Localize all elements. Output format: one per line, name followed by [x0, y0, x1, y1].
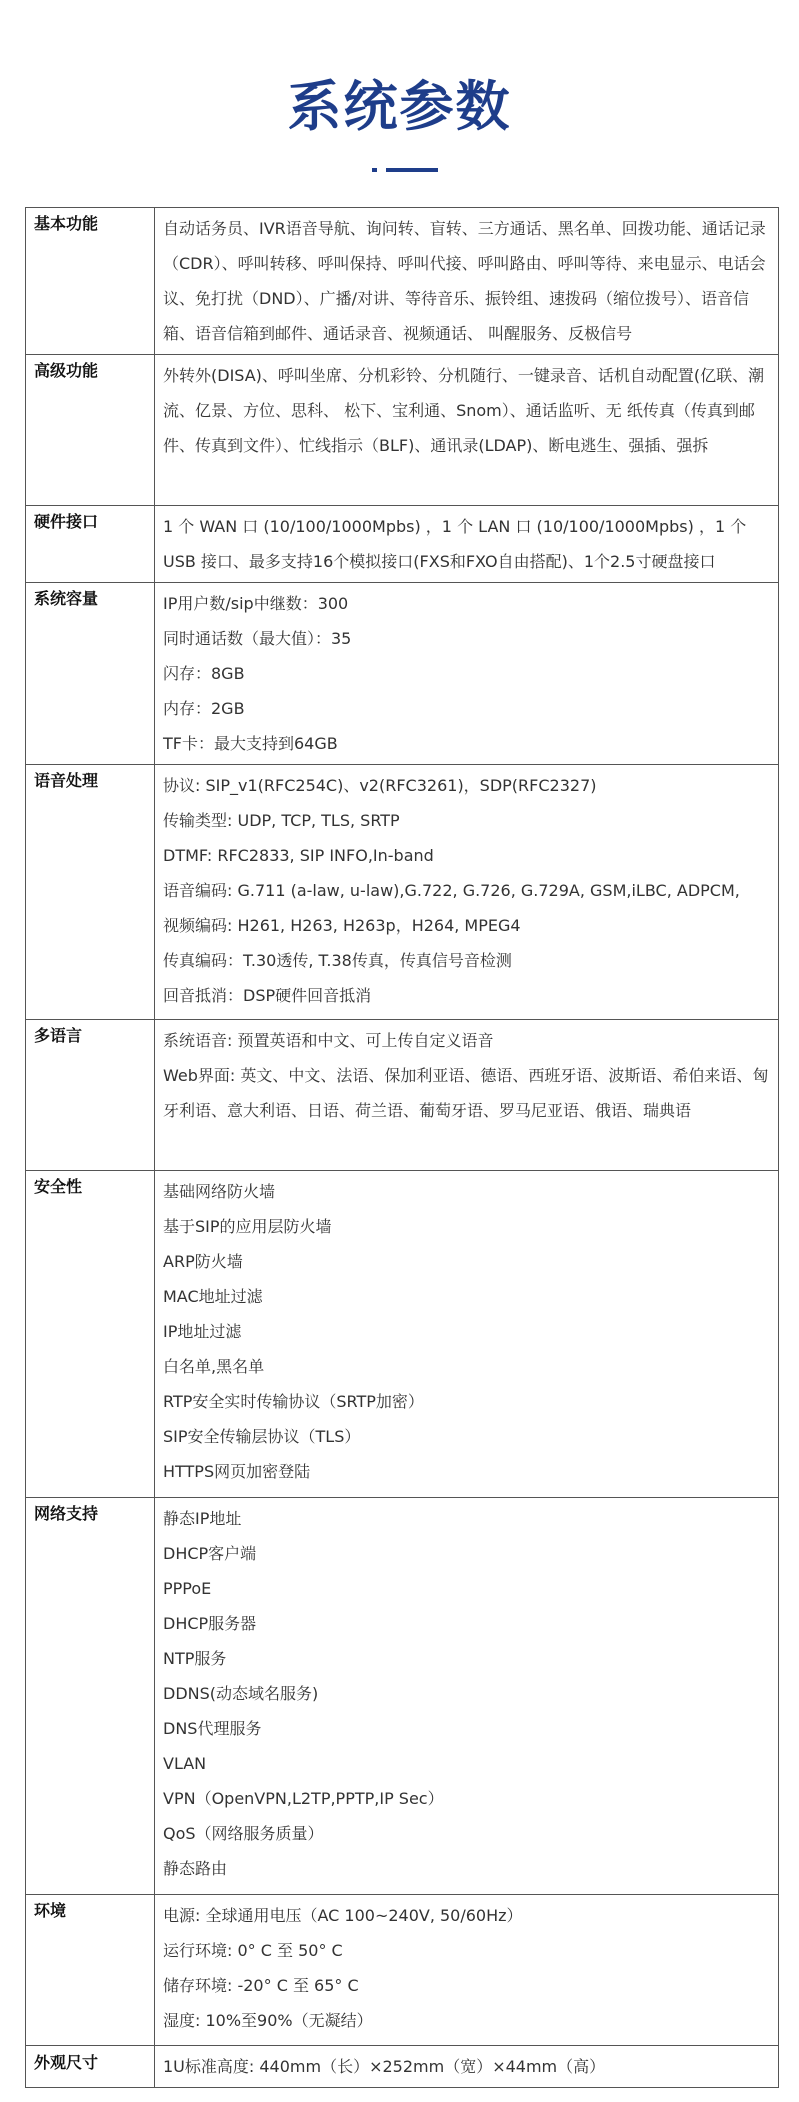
value-line: 湿度: 10%至90%（无凝结） — [163, 2011, 373, 2030]
value-line: HTTPS网页加密登陆 — [163, 1462, 311, 1481]
value-line: 基于SIP的应用层防火墙 — [163, 1217, 332, 1236]
value-paragraph: 外转外(DISA)、呼叫坐席、分机彩铃、分机随行、一键录音、话机自动配置(亿联、潮流、亿景、方位、思科、 松下、宝利通、Snom）、通话监听、无 纸传真（传真到邮件、传真到文件）、忙线指示（BLF)、通讯录(LDAP)、断电逃生、强插、强拆 — [163, 366, 765, 455]
row-value — [155, 355, 779, 506]
value-line: VLAN — [163, 1754, 207, 1773]
value-paragraph: 1 个 WAN 口 (10/100/1000Mpbs) ，1 个 LAN 口 (10/100/1000Mpbs) ，1 个 USB 接口、最多支持16个模拟接口(FXS和FXO自由搭配)、1个2.5寸硬盘接口 — [163, 517, 747, 571]
value-line: 传输类型: UDP, TCP, TLS, SRTP — [163, 811, 400, 830]
table-row-advanced-functions — [26, 355, 779, 506]
spec-table — [25, 207, 779, 2088]
value-line: IP地址过滤 — [163, 1322, 242, 1341]
value-line: TF卡：最大支持到64GB — [163, 734, 338, 753]
value-line: RTP安全实时传输协议（SRTP加密） — [163, 1392, 424, 1411]
table-row-basic-functions — [26, 208, 779, 355]
row-label: 环境 — [26, 1895, 155, 2046]
row-label: 多语言 — [26, 1020, 155, 1171]
table-row-hardware-interfaces — [26, 506, 779, 583]
row-label: 安全性 — [26, 1171, 155, 1498]
table-row-security — [26, 1171, 779, 1498]
row-label: 高级功能 — [26, 355, 155, 506]
row-value — [155, 1895, 779, 2046]
value-line: 同时通话数（最大值）：35 — [163, 629, 352, 648]
row-value — [155, 1020, 779, 1171]
row-label: 硬件接口 — [26, 506, 155, 583]
value-line: NTP服务 — [163, 1649, 227, 1668]
value-line: 语音编码: G.711 (a-law, u-law),G.722, G.726, G.729A, GSM,iLBC, ADPCM, — [163, 881, 740, 900]
value-line: DDNS(动态域名服务) — [163, 1684, 319, 1703]
row-label: 外观尺寸 — [26, 2046, 155, 2088]
value-line: 闪存：8GB — [163, 664, 245, 683]
value-line: DNS代理服务 — [163, 1719, 262, 1738]
value-line: VPN（OpenVPN,L2TP,PPTP,IP Sec） — [163, 1789, 444, 1808]
value-line: 电源: 全球通用电压（AC 100~240V, 50/60Hz） — [163, 1906, 523, 1925]
value-line: DHCP客户端 — [163, 1544, 257, 1563]
table-row-system-capacity — [26, 583, 779, 765]
value-line: MAC地址过滤 — [163, 1287, 263, 1306]
row-label: 基本功能 — [26, 208, 155, 355]
row-label: 语音处理 — [26, 765, 155, 1020]
page-title: 系统参数 — [287, 75, 512, 138]
value-line: 系统语音: 预置英语和中文、可上传自定义语音 — [163, 1031, 494, 1050]
value-line: 静态路由 — [163, 1859, 228, 1878]
table-row-multilanguage — [26, 1020, 779, 1171]
row-value — [155, 2046, 779, 2088]
table-row-voice-processing — [26, 765, 779, 1020]
value-line: 视频编码: H261, H263, H263p，H264, MPEG4 — [163, 916, 521, 935]
row-value — [155, 1498, 779, 1895]
value-paragraph: Web界面: 英文、中文、法语、保加利亚语、德语、西班牙语、波斯语、希伯来语、匈牙利语、意大利语、日语、荷兰语、葡萄牙语、罗马尼亚语、俄语、瑞典语 — [163, 1066, 769, 1120]
value-line: 白名单,黑名单 — [163, 1357, 265, 1376]
row-value — [155, 583, 779, 765]
table-row-network-support — [26, 1498, 779, 1895]
row-label: 网络支持 — [26, 1498, 155, 1895]
row-value — [155, 506, 779, 583]
value-line: 内存：2GB — [163, 699, 245, 718]
value-line: 回音抵消：DSP硬件回音抵消 — [163, 986, 372, 1005]
value-line: SIP安全传输层协议（TLS） — [163, 1427, 361, 1446]
value-paragraph: 自动话务员、IVR语音导航、询问转、盲转、三方通话、黑名单、回拨功能、通话记录（CDR）、呼叫转移、呼叫保持、呼叫代接、呼叫路由、呼叫等待、来电显示、电话会议、免打扰（DND）、广播/对讲、等待音乐、振铃组、速拨码（缩位拨号）、语音信箱、语音信箱到邮件、通话录音、视频通话、 叫醒服务、反极信号 — [163, 219, 766, 343]
decoration-bar — [386, 168, 438, 172]
value-line: DHCP服务器 — [163, 1614, 257, 1633]
value-line: ARP防火墙 — [163, 1252, 243, 1271]
table-row-environment — [26, 1895, 779, 2046]
value-line: 传真编码：T.30透传, T.38传真，传真信号音检测 — [163, 951, 512, 970]
value-line: 静态IP地址 — [163, 1509, 242, 1528]
value-line: 运行环境: 0° C 至 50° C — [163, 1941, 343, 1960]
value-line: 协议: SIP_v1(RFC254C)、v2(RFC3261)，SDP(RFC2327) — [163, 776, 597, 795]
decoration-dot — [372, 168, 377, 172]
value-line: 储存环境: -20° C 至 65° C — [163, 1976, 359, 1995]
table-row-dimensions — [26, 2046, 779, 2088]
value-line: 1U标准高度: 440mm（长）×252mm（宽）×44mm（高） — [163, 2057, 606, 2076]
row-value — [155, 208, 779, 355]
value-line: IP用户数/sip中继数：300 — [163, 594, 349, 613]
row-value — [155, 1171, 779, 1498]
value-line: QoS（网络服务质量） — [163, 1824, 324, 1843]
value-line: PPPoE — [163, 1579, 212, 1598]
row-value — [155, 765, 779, 1020]
value-line: DTMF: RFC2833, SIP INFO,In-band — [163, 846, 434, 865]
row-label: 系统容量 — [26, 583, 155, 765]
value-line: 基础网络防火墙 — [163, 1182, 276, 1201]
